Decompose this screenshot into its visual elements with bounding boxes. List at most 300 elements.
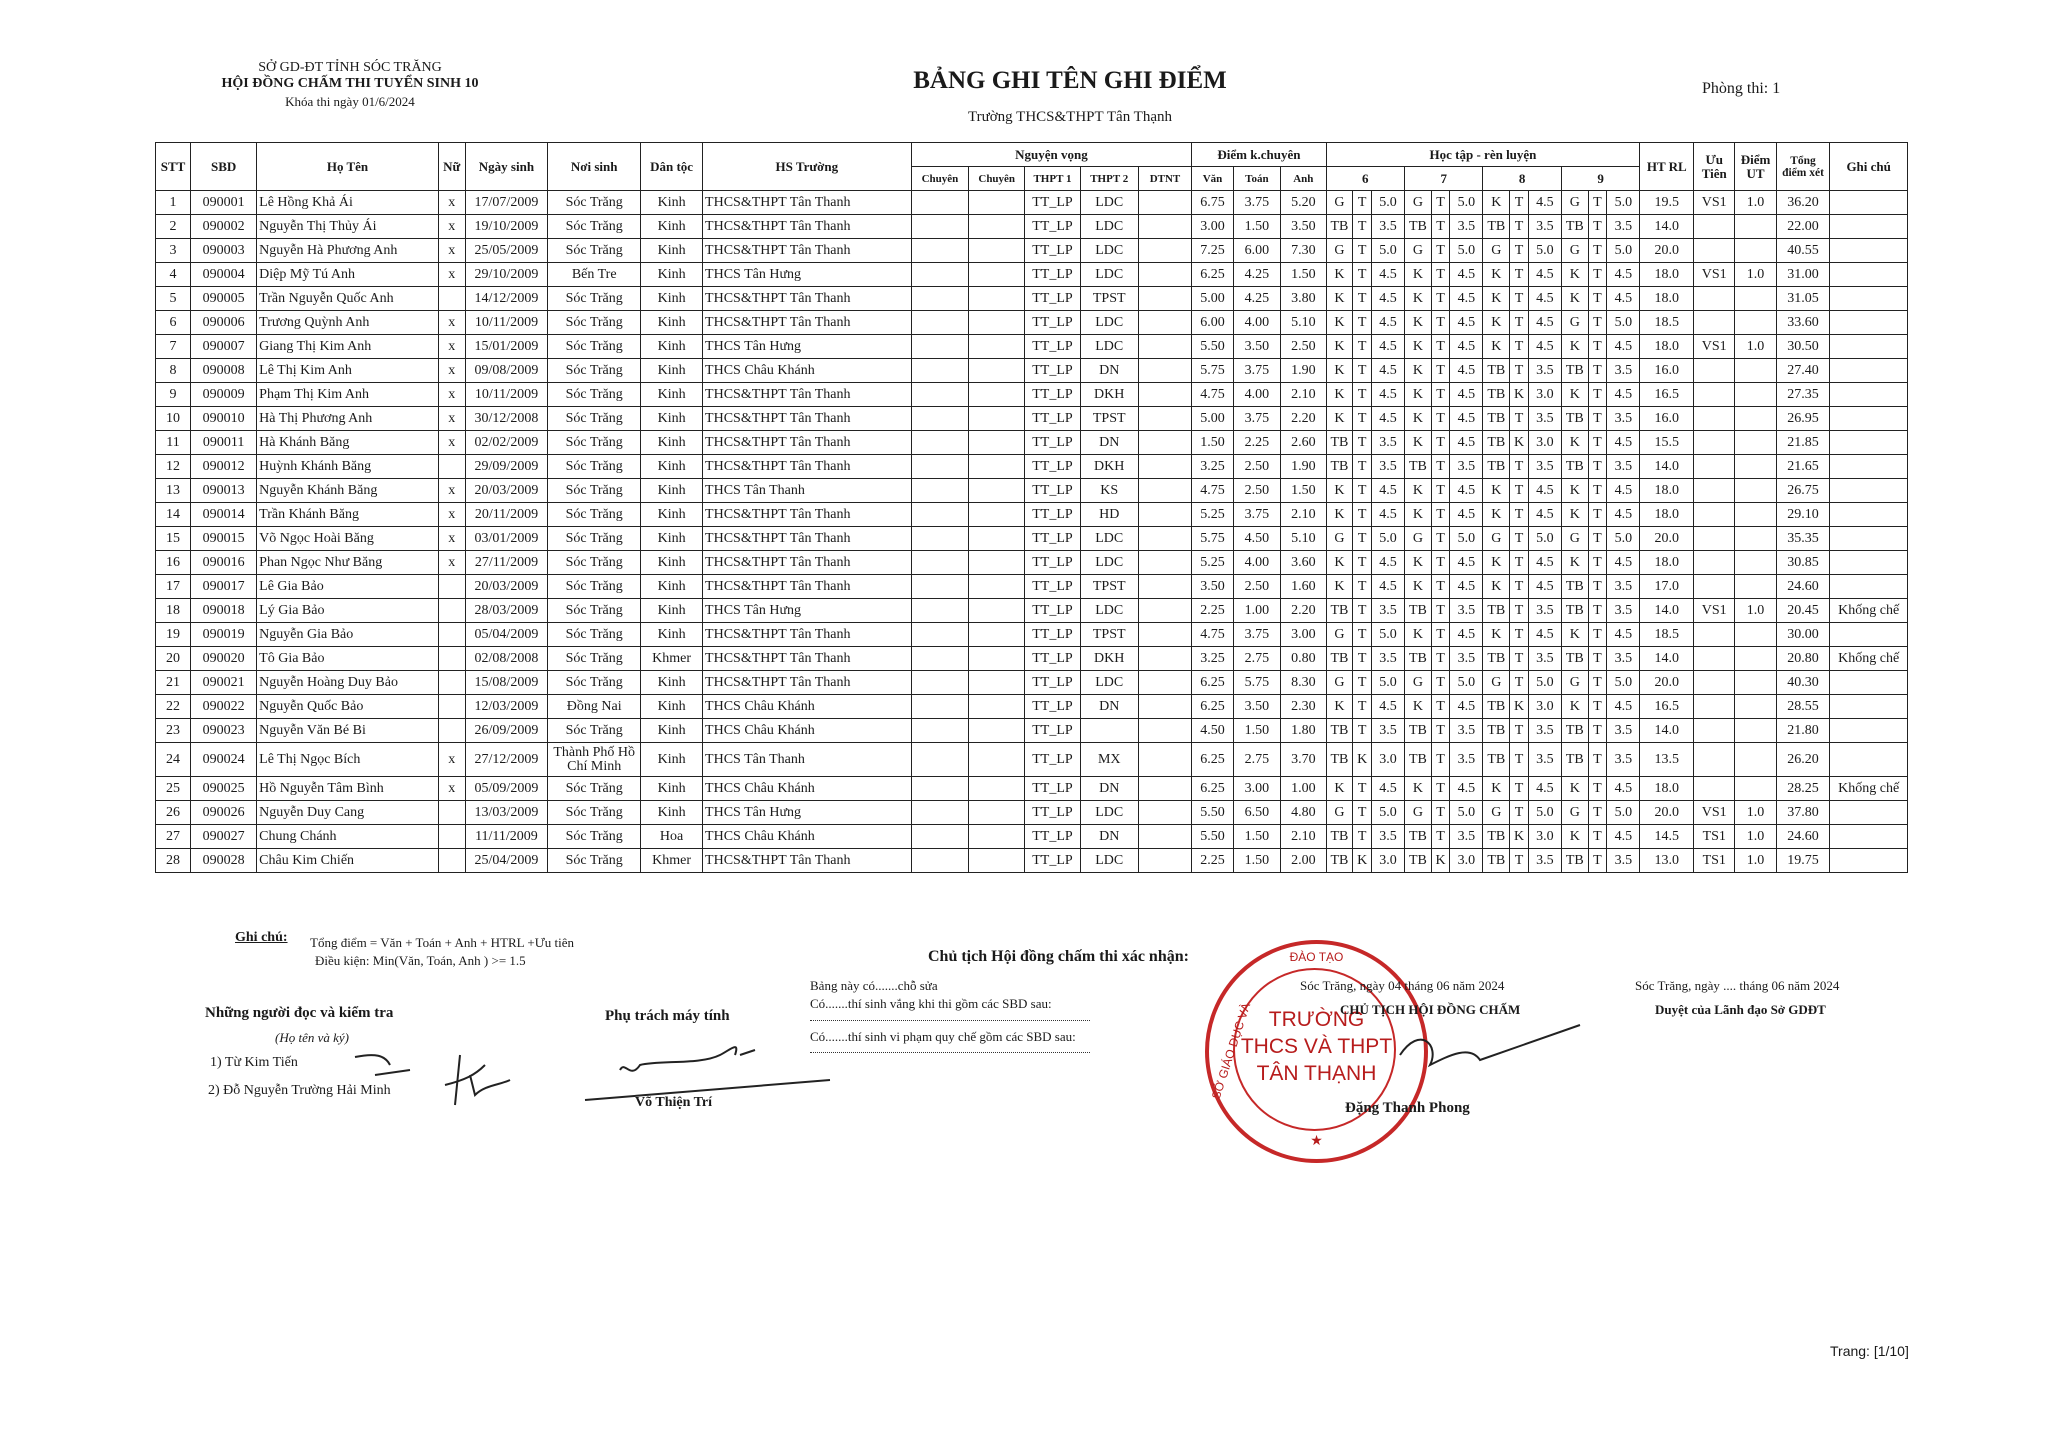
row-h8-hanh-kiem: T xyxy=(1510,849,1529,873)
row-h9-diem: 3.5 xyxy=(1607,849,1640,873)
row-thpt1: TT_LP xyxy=(1025,191,1081,215)
row-chuyen1 xyxy=(911,527,969,551)
row-uu-tien: VS1 xyxy=(1694,263,1735,287)
row-stt: 3 xyxy=(156,239,191,263)
row-h9-hanh-kiem: T xyxy=(1588,311,1607,335)
row-h7-hanh-kiem: T xyxy=(1431,479,1450,503)
row-h7-hanh-kiem: T xyxy=(1431,287,1450,311)
row-chuyen2 xyxy=(969,801,1025,825)
row-h8-hoc-luc: TB xyxy=(1483,215,1510,239)
row-h8-diem: 4.5 xyxy=(1528,335,1561,359)
row-diem-ut xyxy=(1735,777,1776,801)
row-dob: 02/08/2008 xyxy=(465,647,548,671)
row-thpt2: HD xyxy=(1080,503,1138,527)
row-diem-ut: 1.0 xyxy=(1735,825,1776,849)
row-h6-hanh-kiem: T xyxy=(1353,551,1372,575)
row-h9-diem: 3.5 xyxy=(1607,599,1640,623)
row-anh: 5.10 xyxy=(1281,527,1326,551)
row-toan: 6.00 xyxy=(1233,239,1280,263)
row-ghi-chu xyxy=(1830,191,1908,215)
school-subtitle: Trường THCS&THPT Tân Thạnh xyxy=(967,109,1172,125)
row-pob: Sóc Trăng xyxy=(548,623,641,647)
row-tong: 20.45 xyxy=(1776,599,1830,623)
row-thpt2: LDC xyxy=(1080,215,1138,239)
row-dob: 10/11/2009 xyxy=(465,311,548,335)
row-dob: 02/02/2009 xyxy=(465,431,548,455)
row-h9-hanh-kiem: T xyxy=(1588,263,1607,287)
row-h8-hanh-kiem: K xyxy=(1510,383,1529,407)
row-chuyen2 xyxy=(969,575,1025,599)
col-nu: Nữ xyxy=(438,143,465,191)
row-h6-hanh-kiem: T xyxy=(1353,335,1372,359)
row-uu-tien xyxy=(1694,431,1735,455)
row-h7-hoc-luc: K xyxy=(1404,777,1431,801)
row-h9-diem: 4.5 xyxy=(1607,383,1640,407)
row-uu-tien xyxy=(1694,647,1735,671)
row-anh: 1.60 xyxy=(1281,575,1326,599)
row-h8-hoc-luc: TB xyxy=(1483,383,1510,407)
row-uu-tien xyxy=(1694,575,1735,599)
row-chuyen1 xyxy=(911,647,969,671)
row-h6-hoc-luc: K xyxy=(1326,287,1353,311)
row-tong: 22.00 xyxy=(1776,215,1830,239)
row-h7-hoc-luc: G xyxy=(1404,671,1431,695)
row-tong: 24.60 xyxy=(1776,575,1830,599)
row-stt: 14 xyxy=(156,503,191,527)
table-row xyxy=(156,359,1908,383)
row-toan: 4.25 xyxy=(1233,287,1280,311)
row-thpt2: LDC xyxy=(1080,801,1138,825)
row-thpt1: TT_LP xyxy=(1025,623,1081,647)
row-htrl: 14.0 xyxy=(1640,455,1694,479)
row-h7-hoc-luc: K xyxy=(1404,431,1431,455)
row-h8-diem: 3.0 xyxy=(1528,825,1561,849)
row-van: 3.25 xyxy=(1192,647,1233,671)
row-diem-ut xyxy=(1735,383,1776,407)
row-van: 5.25 xyxy=(1192,551,1233,575)
row-h7-diem: 3.5 xyxy=(1450,743,1483,777)
row-tong: 28.55 xyxy=(1776,695,1830,719)
row-stt: 24 xyxy=(156,743,191,777)
row-name: Nguyễn Hà Phương Anh xyxy=(257,239,439,263)
row-h6-hoc-luc: K xyxy=(1326,575,1353,599)
row-chuyen2 xyxy=(969,431,1025,455)
row-h6-hanh-kiem: T xyxy=(1353,359,1372,383)
col-htrl: HT RL xyxy=(1640,143,1694,191)
row-van: 5.50 xyxy=(1192,825,1233,849)
row-tong: 30.85 xyxy=(1776,551,1830,575)
row-uu-tien: VS1 xyxy=(1694,335,1735,359)
row-van: 6.25 xyxy=(1192,263,1233,287)
row-school: THCS Tân Hưng xyxy=(703,801,912,825)
row-diem-ut xyxy=(1735,527,1776,551)
row-htrl: 13.0 xyxy=(1640,849,1694,873)
row-h6-hanh-kiem: T xyxy=(1353,431,1372,455)
row-h7-hanh-kiem: T xyxy=(1431,551,1450,575)
row-pob: Sóc Trăng xyxy=(548,191,641,215)
row-h9-hanh-kiem: T xyxy=(1588,407,1607,431)
row-nu: x xyxy=(438,527,465,551)
row-h8-hanh-kiem: T xyxy=(1510,743,1529,777)
row-h8-diem: 3.5 xyxy=(1528,455,1561,479)
table-row xyxy=(156,335,1908,359)
row-chuyen1 xyxy=(911,287,969,311)
row-dob: 26/09/2009 xyxy=(465,719,548,743)
row-h8-hanh-kiem: T xyxy=(1510,777,1529,801)
row-thpt2: MX xyxy=(1080,743,1138,777)
row-thpt1: TT_LP xyxy=(1025,527,1081,551)
row-h6-hanh-kiem: T xyxy=(1353,263,1372,287)
row-h7-hoc-luc: TB xyxy=(1404,849,1431,873)
row-name: Lê Thị Kim Anh xyxy=(257,359,439,383)
row-thpt2: LDC xyxy=(1080,191,1138,215)
row-h7-diem: 4.5 xyxy=(1450,263,1483,287)
row-chuyen2 xyxy=(969,777,1025,801)
row-pob: Sóc Trăng xyxy=(548,671,641,695)
computer-name: Võ Thiện Trí xyxy=(635,1095,713,1110)
row-h8-hoc-luc: TB xyxy=(1483,743,1510,777)
row-h6-diem: 3.0 xyxy=(1371,743,1404,777)
row-school: THCS Châu Khánh xyxy=(703,359,912,383)
row-dtnt xyxy=(1138,599,1192,623)
ghi-chu-label: Ghi chú: xyxy=(235,930,288,945)
row-school: THCS&THPT Tân Thanh xyxy=(703,311,912,335)
row-thpt2: DN xyxy=(1080,695,1138,719)
computer-title: Phụ trách máy tính xyxy=(605,1008,730,1024)
table-row xyxy=(156,647,1908,671)
row-h6-diem: 4.5 xyxy=(1371,287,1404,311)
row-ghi-chu xyxy=(1830,215,1908,239)
row-h8-diem: 3.5 xyxy=(1528,647,1561,671)
row-htrl: 18.0 xyxy=(1640,777,1694,801)
row-h9-hoc-luc: K xyxy=(1561,287,1588,311)
row-ghi-chu xyxy=(1830,801,1908,825)
row-uu-tien xyxy=(1694,527,1735,551)
row-sbd: 090012 xyxy=(191,455,257,479)
row-pob: Sóc Trăng xyxy=(548,455,641,479)
readers-title: Những người đọc và kiểm tra xyxy=(205,1005,394,1021)
row-ghi-chu xyxy=(1830,287,1908,311)
readers-sub: (Họ tên và ký) xyxy=(275,1030,349,1045)
row-thpt1: TT_LP xyxy=(1025,777,1081,801)
row-van: 2.25 xyxy=(1192,599,1233,623)
row-ethnic: Kinh xyxy=(641,239,703,263)
row-thpt1: TT_LP xyxy=(1025,431,1081,455)
row-chuyen2 xyxy=(969,503,1025,527)
row-h8-hanh-kiem: T xyxy=(1510,801,1529,825)
chair-title: CHỦ TỊCH HỘI ĐỒNG CHẤM xyxy=(1340,1002,1521,1017)
row-toan: 2.50 xyxy=(1233,479,1280,503)
row-thpt1: TT_LP xyxy=(1025,647,1081,671)
row-h9-diem: 5.0 xyxy=(1607,239,1640,263)
date-place-2: Sóc Trăng, ngày .... tháng 06 năm 2024 xyxy=(1635,978,1840,993)
row-chuyen2 xyxy=(969,695,1025,719)
row-h7-diem: 3.5 xyxy=(1450,599,1483,623)
row-diem-ut: 1.0 xyxy=(1735,191,1776,215)
row-h9-hoc-luc: G xyxy=(1561,191,1588,215)
row-ghi-chu xyxy=(1830,239,1908,263)
row-dtnt xyxy=(1138,431,1192,455)
row-htrl: 14.0 xyxy=(1640,599,1694,623)
row-diem-ut xyxy=(1735,239,1776,263)
col-anh: Anh xyxy=(1281,167,1326,191)
row-thpt1: TT_LP xyxy=(1025,359,1081,383)
row-dob: 05/04/2009 xyxy=(465,623,548,647)
row-name: Lê Thị Ngọc Bích xyxy=(257,743,439,777)
row-tong: 26.20 xyxy=(1776,743,1830,777)
row-ghi-chu xyxy=(1830,311,1908,335)
reader-1: 1) Từ Kim Tiến xyxy=(210,1055,298,1070)
row-van: 6.00 xyxy=(1192,311,1233,335)
row-thpt1: TT_LP xyxy=(1025,407,1081,431)
row-ethnic: Kinh xyxy=(641,191,703,215)
row-h7-hanh-kiem: T xyxy=(1431,263,1450,287)
row-dtnt xyxy=(1138,479,1192,503)
row-h7-hanh-kiem: T xyxy=(1431,383,1450,407)
row-h8-hoc-luc: K xyxy=(1483,777,1510,801)
row-h7-hoc-luc: K xyxy=(1404,503,1431,527)
row-h6-diem: 4.5 xyxy=(1371,359,1404,383)
row-h6-hanh-kiem: T xyxy=(1353,825,1372,849)
row-h8-hoc-luc: TB xyxy=(1483,407,1510,431)
row-toan: 1.50 xyxy=(1233,215,1280,239)
row-ethnic: Kinh xyxy=(641,335,703,359)
row-thpt2: TPST xyxy=(1080,575,1138,599)
row-h9-hanh-kiem: T xyxy=(1588,239,1607,263)
row-thpt1: TT_LP xyxy=(1025,575,1081,599)
row-toan: 3.50 xyxy=(1233,335,1280,359)
row-uu-tien xyxy=(1694,383,1735,407)
row-thpt2: LDC xyxy=(1080,311,1138,335)
absent-dots xyxy=(810,1020,1090,1021)
row-h8-hanh-kiem: T xyxy=(1510,551,1529,575)
row-chuyen1 xyxy=(911,311,969,335)
row-h8-hanh-kiem: T xyxy=(1510,335,1529,359)
row-h8-hanh-kiem: T xyxy=(1510,239,1529,263)
row-h9-hoc-luc: TB xyxy=(1561,719,1588,743)
row-dob: 20/11/2009 xyxy=(465,503,548,527)
row-h7-hoc-luc: G xyxy=(1404,191,1431,215)
row-uu-tien xyxy=(1694,503,1735,527)
row-pob: Sóc Trăng xyxy=(548,359,641,383)
row-h8-diem: 5.0 xyxy=(1528,801,1561,825)
row-h7-hanh-kiem: T xyxy=(1431,695,1450,719)
row-anh: 3.60 xyxy=(1281,551,1326,575)
row-pob: Sóc Trăng xyxy=(548,407,641,431)
row-tong: 20.80 xyxy=(1776,647,1830,671)
row-name: Lê Hồng Khả Ái xyxy=(257,191,439,215)
row-dtnt xyxy=(1138,191,1192,215)
col-toan: Toán xyxy=(1233,167,1280,191)
row-h7-hanh-kiem: T xyxy=(1431,239,1450,263)
row-pob: Sóc Trăng xyxy=(548,575,641,599)
row-dtnt xyxy=(1138,647,1192,671)
row-dob: 25/04/2009 xyxy=(465,849,548,873)
col-pob: Nơi sinh xyxy=(548,143,641,191)
row-h9-diem: 4.5 xyxy=(1607,623,1640,647)
row-thpt2: DN xyxy=(1080,777,1138,801)
row-thpt2: KS xyxy=(1080,479,1138,503)
violation-line: Có.......thí sinh vi phạm quy chế gồm các SBD sau: xyxy=(810,1029,1076,1044)
row-school: THCS&THPT Tân Thanh xyxy=(703,551,912,575)
row-h7-hoc-luc: G xyxy=(1404,527,1431,551)
row-sbd: 090017 xyxy=(191,575,257,599)
row-h8-hanh-kiem: K xyxy=(1510,825,1529,849)
row-htrl: 18.0 xyxy=(1640,479,1694,503)
row-h7-diem: 3.5 xyxy=(1450,825,1483,849)
row-school: THCS Tân Thanh xyxy=(703,479,912,503)
row-h6-diem: 3.5 xyxy=(1371,431,1404,455)
row-h8-diem: 4.5 xyxy=(1528,191,1561,215)
row-anh: 1.50 xyxy=(1281,479,1326,503)
row-nu xyxy=(438,825,465,849)
row-h6-hanh-kiem: T xyxy=(1353,623,1372,647)
row-stt: 25 xyxy=(156,777,191,801)
row-h6-diem: 5.0 xyxy=(1371,623,1404,647)
row-name: Nguyễn Duy Cang xyxy=(257,801,439,825)
row-h9-diem: 3.5 xyxy=(1607,455,1640,479)
row-dob: 30/12/2008 xyxy=(465,407,548,431)
row-h7-hoc-luc: K xyxy=(1404,407,1431,431)
row-ethnic: Kinh xyxy=(641,431,703,455)
row-h7-hoc-luc: K xyxy=(1404,479,1431,503)
row-school: THCS&THPT Tân Thanh xyxy=(703,623,912,647)
row-h6-hanh-kiem: T xyxy=(1353,455,1372,479)
row-dtnt xyxy=(1138,849,1192,873)
row-h6-hoc-luc: K xyxy=(1326,503,1353,527)
row-stt: 12 xyxy=(156,455,191,479)
row-thpt1: TT_LP xyxy=(1025,383,1081,407)
row-pob: Sóc Trăng xyxy=(548,599,641,623)
row-nu: x xyxy=(438,191,465,215)
row-nu: x xyxy=(438,311,465,335)
row-h7-hanh-kiem: T xyxy=(1431,575,1450,599)
table-row xyxy=(156,455,1908,479)
row-pob: Sóc Trăng xyxy=(548,287,641,311)
row-name: Nguyễn Quốc Bảo xyxy=(257,695,439,719)
row-toan: 4.00 xyxy=(1233,383,1280,407)
row-chuyen1 xyxy=(911,575,969,599)
row-sbd: 090008 xyxy=(191,359,257,383)
row-stt: 15 xyxy=(156,527,191,551)
row-ghi-chu xyxy=(1830,743,1908,777)
row-h9-diem: 4.5 xyxy=(1607,263,1640,287)
row-dob: 13/03/2009 xyxy=(465,801,548,825)
row-diem-ut xyxy=(1735,743,1776,777)
row-ghi-chu xyxy=(1830,383,1908,407)
row-h8-hoc-luc: TB xyxy=(1483,825,1510,849)
row-chuyen1 xyxy=(911,825,969,849)
row-nu: x xyxy=(438,431,465,455)
row-htrl: 18.5 xyxy=(1640,311,1694,335)
row-chuyen1 xyxy=(911,777,969,801)
row-chuyen2 xyxy=(969,719,1025,743)
row-chuyen2 xyxy=(969,239,1025,263)
row-anh: 5.10 xyxy=(1281,311,1326,335)
row-dob: 05/09/2009 xyxy=(465,777,548,801)
row-stt: 20 xyxy=(156,647,191,671)
row-anh: 4.80 xyxy=(1281,801,1326,825)
row-h6-diem: 4.5 xyxy=(1371,335,1404,359)
row-chuyen1 xyxy=(911,359,969,383)
row-school: THCS Tân Thanh xyxy=(703,743,912,777)
row-h9-diem: 4.5 xyxy=(1607,287,1640,311)
row-van: 7.25 xyxy=(1192,239,1233,263)
row-h7-hanh-kiem: T xyxy=(1431,455,1450,479)
row-ethnic: Kinh xyxy=(641,599,703,623)
row-h8-diem: 3.5 xyxy=(1528,359,1561,383)
row-h7-hoc-luc: TB xyxy=(1404,455,1431,479)
row-chuyen2 xyxy=(969,623,1025,647)
row-h7-hanh-kiem: T xyxy=(1431,311,1450,335)
row-h8-hoc-luc: TB xyxy=(1483,455,1510,479)
row-pob: Đồng Nai xyxy=(548,695,641,719)
row-ghi-chu xyxy=(1830,431,1908,455)
row-h7-hoc-luc: TB xyxy=(1404,647,1431,671)
row-thpt2: TPST xyxy=(1080,623,1138,647)
row-nu xyxy=(438,671,465,695)
row-uu-tien xyxy=(1694,407,1735,431)
row-name: Hà Khánh Băng xyxy=(257,431,439,455)
row-sbd: 090009 xyxy=(191,383,257,407)
row-h8-hoc-luc: G xyxy=(1483,239,1510,263)
row-h9-diem: 4.5 xyxy=(1607,551,1640,575)
row-h9-hoc-luc: G xyxy=(1561,311,1588,335)
row-dob: 14/12/2009 xyxy=(465,287,548,311)
row-nu xyxy=(438,455,465,479)
row-dob: 27/11/2009 xyxy=(465,551,548,575)
row-thpt1: TT_LP xyxy=(1025,215,1081,239)
row-h9-hoc-luc: K xyxy=(1561,263,1588,287)
row-h6-hanh-kiem: T xyxy=(1353,407,1372,431)
row-pob: Sóc Trăng xyxy=(548,849,641,873)
row-ghi-chu xyxy=(1830,455,1908,479)
row-h8-hoc-luc: K xyxy=(1483,503,1510,527)
row-h8-hoc-luc: TB xyxy=(1483,719,1510,743)
table-row xyxy=(156,191,1908,215)
row-thpt1: TT_LP xyxy=(1025,825,1081,849)
row-h6-hoc-luc: G xyxy=(1326,527,1353,551)
row-diem-ut xyxy=(1735,215,1776,239)
row-thpt1: TT_LP xyxy=(1025,455,1081,479)
row-h7-hoc-luc: K xyxy=(1404,623,1431,647)
row-ethnic: Kinh xyxy=(641,671,703,695)
row-diem-ut: 1.0 xyxy=(1735,335,1776,359)
row-toan: 1.50 xyxy=(1233,849,1280,873)
row-h9-hanh-kiem: T xyxy=(1588,599,1607,623)
row-school: THCS Tân Hưng xyxy=(703,335,912,359)
row-school: THCS&THPT Tân Thanh xyxy=(703,239,912,263)
row-stt: 8 xyxy=(156,359,191,383)
row-h7-hoc-luc: K xyxy=(1404,383,1431,407)
row-h8-hoc-luc: K xyxy=(1483,575,1510,599)
row-chuyen2 xyxy=(969,599,1025,623)
col-ethnic: Dân tộc xyxy=(641,143,703,191)
row-h9-hanh-kiem: T xyxy=(1588,359,1607,383)
row-h9-diem: 4.5 xyxy=(1607,479,1640,503)
row-ethnic: Kinh xyxy=(641,215,703,239)
row-h7-diem: 4.5 xyxy=(1450,623,1483,647)
row-school: THCS&THPT Tân Thanh xyxy=(703,671,912,695)
row-h7-diem: 5.0 xyxy=(1450,801,1483,825)
row-van: 5.75 xyxy=(1192,527,1233,551)
page-number: Trang: [1/10] xyxy=(1830,1343,1909,1359)
row-h6-hoc-luc: G xyxy=(1326,623,1353,647)
room-label: Phòng thi: 1 xyxy=(1702,80,1781,97)
row-h7-diem: 4.5 xyxy=(1450,359,1483,383)
row-dob: 25/05/2009 xyxy=(465,239,548,263)
row-anh: 2.10 xyxy=(1281,825,1326,849)
